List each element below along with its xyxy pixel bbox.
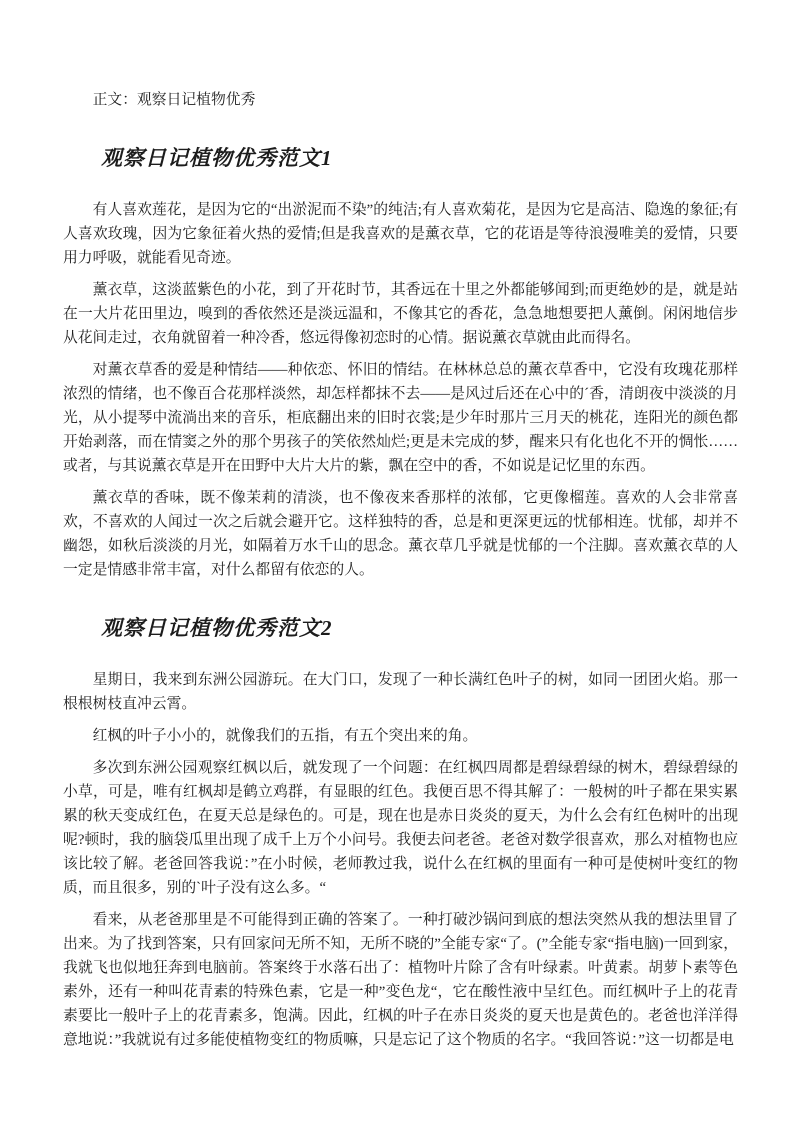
document-type-label: 正文：观察日记植物优秀 (92, 92, 256, 108)
essay-2-paragraph-1: 星期日，我来到东洲公园游玩。在大门口，发现了一种长满红色叶子的树，如同一团团火焰。那一根根树枝直冲云霄。 (63, 672, 738, 712)
essay-1-title: 观察日记植物优秀范文1 (101, 146, 333, 170)
essay-2-paragraph-4: 看来，从老爸那里是不可能得到正确的答案了。一种打破沙锅问到底的想法突然从我的想法里冒了出来。为了找到答案，只有回家问无所不知，无所不晓的”全能专家“了。(”全能专家“指电脑)一回到家，我就飞也似地狂奔到电脑前。答案终于水落石出了：植物叶片除了含有叶绿素。叶黄素。胡萝卜素等色素外，还有一种叫花青素的特殊色素，它是一种”变色龙“，它在酸性液中呈红色。而红枫叶子上的花青素要比一般叶子上的花青素多，饱满。因此，红枫的叶子在赤日炎炎的夏天也是黄色的。老爸也洋洋得意地说：”我就说有过多能使植物变红的物质嘛，只是忘记了这个物质的名字。“我回答说：”这一切都是电 (63, 912, 738, 1048)
essay-1-paragraph-4: 薰衣草的香味，既不像茉莉的清淡，也不像夜来香那样的浓郁，它更像榴莲。喜欢的人会非常喜欢，不喜欢的人闻过一次之后就会避开它。这样独特的香，总是和更深更远的忧郁相连。忧郁，却并不幽怨，如秋后淡淡的月光，如隔着万水千山的思念。薰衣草几乎就是忧郁的一个注脚。喜欢薰衣草的人一定是情感非常丰富，对什么都留有依恋的人。 (63, 490, 738, 578)
essay-1-paragraph-3: 对薰衣草香的爱是种情结——种依恋、怀旧的情结。在林林总总的薰衣草香中，它没有玫瑰花那样浓烈的情绪，也不像百合花那样淡然，却怎样都抹不去——是风过后还在心中的ˊ香，清朗夜中淡淡的月光，从小提琴中流淌出来的音乐，柜底翻出来的旧时衣裳;是少年时那片三月天的桃花，连阳光的颜色都开始剥落，而在情窦之外的那个男孩子的笑依然灿烂;更是未完成的梦，醒来只有化也化不开的惆怅……或者，与其说薰衣草是开在田野中大片大片的紫，飘在空中的香，不如说是记忆里的东西。 (63, 362, 738, 474)
essay-1-paragraph-1: 有人喜欢莲花，是因为它的“出淤泥而不染”的纯洁;有人喜欢菊花，是因为它是高洁、隐逸的象征;有人喜欢玫瑰，因为它象征着火热的爱情;但是我喜欢的是薰衣草，它的花语是等待浪漫唯美的爱情，只要用力呼吸，就能看见奇迹。 (63, 202, 738, 266)
essay-2-paragraph-2: 红枫的叶子小小的，就像我们的五指，有五个突出来的角。 (92, 728, 478, 744)
essay-1-paragraph-2: 薰衣草，这淡蓝紫色的小花，到了开花时节，其香远在十里之外都能够闻到;而更绝妙的是，就是站在一大片花田里边，嗅到的香依然还是淡远温和，不像其它的香花，急急地想要把人薰倒。闲闲地信步从花间走过，衣角就留着一种冷香，悠远得像初恋时的心情。据说薰衣草就由此而得名。 (63, 282, 738, 346)
essay-2-title: 观察日记植物优秀范文2 (101, 616, 333, 640)
essay-2-paragraph-3: 多次到东洲公园观察红枫以后，就发现了一个问题：在红枫四周都是碧绿碧绿的树木，碧绿碧绿的小草，可是，唯有红枫却是鹤立鸡群，有显眼的红色。我便百思不得其解了：一般树的叶子都在果实累累的秋天变成红色，在夏天总是绿色的。可是，现在也是赤日炎炎的夏天，为什么会有红色树叶的出现呢?顿时，我的脑袋瓜里出现了成千上万个小问号。我便去问老爸。老爸对数学很喜欢，那么对植物也应该比较了解。老爸回答我说：”在小时候，老师教过我，说什么在红枫的里面有一种可是使树叶变红的物质，而且很多，别的`叶子没有这么多。“ (63, 760, 738, 896)
